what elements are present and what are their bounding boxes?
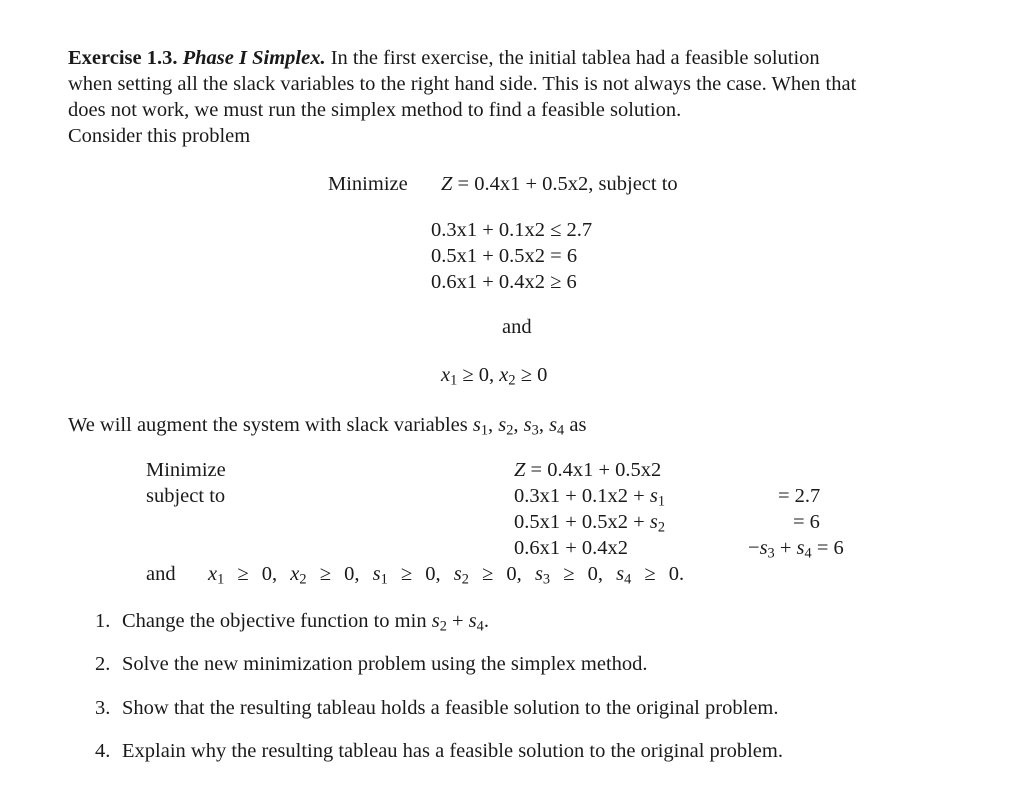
aug-row-3-lhs: 0.6x1 + 0.4x2	[514, 537, 629, 559]
task-4: 4. Explain why the resulting tableau has a feasible solution to the original problem.	[95, 740, 783, 762]
constraint-2: 0.5x1 + 0.5x2 = 6	[431, 245, 578, 267]
task-2: 2. Solve the new minimization problem using the simplex method.	[95, 653, 648, 675]
exercise-text-1: In the first exercise, the initial tablea had a feasible solution	[330, 47, 820, 69]
exercise-line-2: when setting all the slack variables to the right hand side. This is not always the case. When that	[68, 73, 857, 95]
and-label: and	[502, 316, 532, 338]
aug-minimize-label: Minimize	[146, 459, 226, 481]
exercise-title: Phase I Simplex.	[182, 47, 326, 69]
augment-intro: We will augment the system with slack variables $s_1$, $s_2$, $s_3$, $s_4$ as	[68, 414, 587, 439]
aug-row-2-lhs: $0.5x1 + 0.5x2 + s_2$	[514, 511, 666, 536]
aug-row-2-rhs: = 6	[793, 511, 820, 533]
aug-and-label: and	[146, 563, 176, 585]
minimize-label: Minimize	[328, 173, 408, 195]
task-3: 3. Show that the resulting tableau holds a feasible solution to the original problem.	[95, 697, 779, 719]
aug-objective: Z = 0.4x1 + 0.5x2	[514, 459, 662, 481]
exercise-label: Exercise 1.3.	[68, 47, 178, 69]
task-1: 1. Change the objective function to $\min s_2 + s_4$.	[95, 610, 489, 635]
constraint-3: 0.6x1 + 0.4x2 ≥ 6	[431, 271, 577, 293]
exercise-line-4: Consider this problem	[68, 125, 251, 147]
aug-row-1-lhs: $0.3x1 + 0.1x2 + s_1$	[514, 485, 666, 510]
constraint-1: 0.3x1 + 0.1x2 ≤ 2.7	[431, 219, 593, 241]
exercise-line-1	[68, 45, 820, 71]
aug-subject-label: subject to	[146, 485, 226, 507]
aug-nonnegativity: $x_1 \ge 0$, $x_2 \ge 0$, $s_1 \ge 0$, $s_2 \ge 0$, $s_3 \ge 0$, $s_4 \ge 0$.	[208, 563, 685, 588]
objective-function	[441, 173, 678, 196]
objective-text: Z = 0.4x1 + 0.5x2, subject to	[441, 173, 678, 195]
aug-row-1-rhs: = 2.7	[778, 485, 821, 507]
exercise-line-3: does not work, we must run the simplex method to find a feasible solution.	[68, 99, 682, 121]
aug-row-3-rhs: $-s_3 + s_4 = 6$	[748, 537, 844, 562]
nonnegativity: $x_1 \ge 0$, $x_2 \ge 0$	[441, 364, 548, 389]
